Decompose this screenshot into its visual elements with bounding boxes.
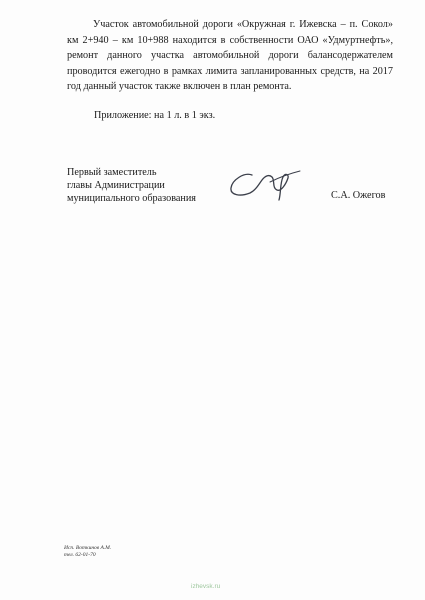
signer-title-line-1: Первый заместитель: [67, 167, 157, 178]
site-watermark: izhevsk.ru: [191, 583, 221, 590]
signer-name: С.А. Ожегов: [331, 190, 386, 201]
attachment-note: Приложение: на 1 л. в 1 экз.: [94, 110, 216, 121]
executor-name: Исп. Воткинов А.М.: [64, 545, 112, 551]
body-paragraph: Участок автомобильной дороги «Окружная г. Ижевска – п. Сокол» км 2+940 – км 10+988 находится в собственности ОАО «Удмуртнефть», ремонт данного участка автомобильной дороги балансодержателем проводится ежегодно в рамках лимита запланированных средств, на 2017 год данный участок также включен в план ремонта.: [67, 19, 393, 93]
handwritten-signature: [226, 166, 306, 202]
signer-title: [67, 166, 196, 205]
executor-phone: тел. 62-01-70: [64, 552, 96, 558]
executor-info: [64, 545, 111, 559]
signer-title-line-2: главы Администрации: [67, 180, 165, 191]
signer-title-line-3: муниципального образования: [67, 193, 196, 204]
